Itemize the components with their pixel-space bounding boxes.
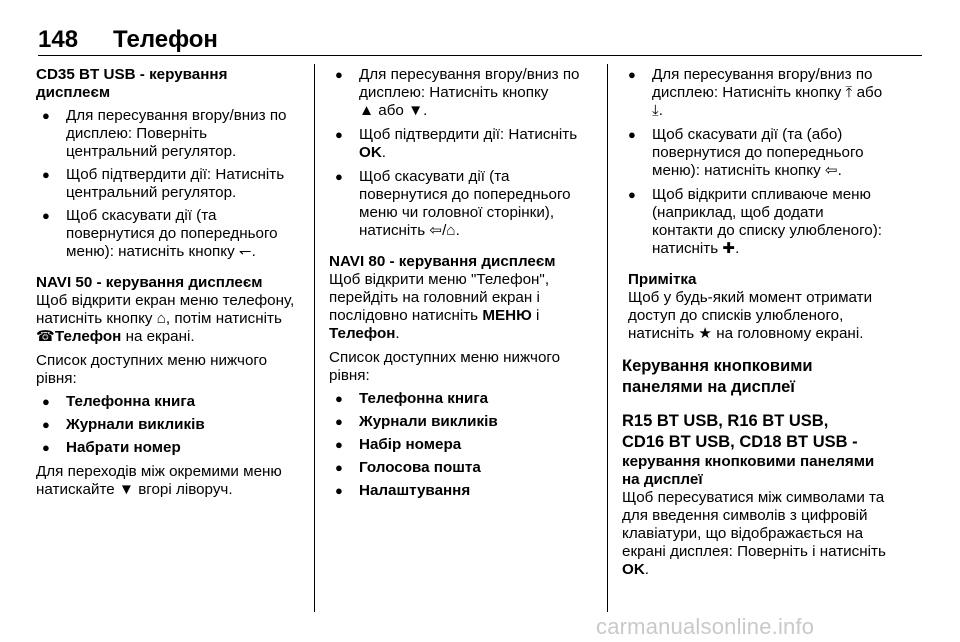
home-icon: ⌂ [156,310,166,327]
back-icon: ↽ [238,243,252,260]
heading-r15-sub: керування кнопковими панелями на дисплеї [622,453,875,488]
down-triangle-icon: ▼ [408,102,424,119]
column-3 [622,66,888,579]
list-item: ● Щоб скасувати дії (та (або) повернутися до попереднього меню): натисніть кнопку ⇦. [622,126,888,180]
list-item: ● Голосова пошта [329,459,599,477]
note-text: Щоб у будь-який момент отримати доступ до списків улюбленого, натисніть ★ на головному екрані. [628,289,873,342]
navi50-menu-list [36,393,302,457]
watermark: carmanualsonline.info [596,614,815,639]
list-item: ● Щоб підтвердити дії: Натисніть OK. [329,126,599,162]
list-item: ● Для пересування вгору/вниз по дисплею: Натисніть кнопку ▲ або ▼. [329,66,599,120]
navi50-paragraph-1: Щоб відкрити екран меню телефону, натисніть кнопку ⌂, потім натисніть ☎Телефон на екрані. [36,292,295,345]
heading-navi50: NAVI 50 - керування дисплеєм [36,274,263,291]
navi80-paragraph-2: Список доступних меню нижчого рівня: [329,349,561,384]
note-box [622,271,888,343]
up-triangle-icon: ▲ [359,102,375,119]
list-item: ● Телефонна книга [329,390,599,408]
col3-list [622,66,888,258]
back-arrow-icon: ⇦ [429,222,443,239]
heading-navi80: NAVI 80 - керування дисплеєм [329,253,556,270]
page-number: 148 [38,26,79,53]
heading-r15: R15 BT USB, R16 BT USB, CD16 BT USB, CD18 BT USB - [622,412,858,451]
list-item: ● Щоб скасувати дії (та повернутися до попереднього меню чи головної сторінки), натисніть ⇦/⌂. [329,168,599,240]
col2-list [329,66,599,240]
list-item: ● Набрати номер [36,439,302,457]
header-divider [38,55,922,56]
column-2 [329,66,599,500]
navi80-menu-list [329,390,599,500]
list-item: ● Щоб скасувати дії (та повернутися до попереднього меню): натисніть кнопку ↽. [36,207,302,261]
list-item: ● Щоб підтвердити дії: Натисніть центральний регулятор. [36,166,302,202]
cd35-list [36,107,302,261]
list-item: ● Телефонна книга [36,393,302,411]
navi50-paragraph-2: Список доступних меню нижчого рівня: [36,352,268,387]
column-divider-2 [607,64,608,612]
heading-buttons: Керування кнопковими панелями на дисплеї [622,357,813,396]
navi50-paragraph-3: Для переходів між окремими меню натискайте ▼ вгорі ліворуч. [36,463,282,498]
list-item: ● Набір номера [329,436,599,454]
down-triangle-icon: ▼ [118,481,134,498]
page-header [38,22,922,56]
column-divider-1 [314,64,315,612]
back-arrow-icon: ⇦ [824,162,838,179]
star-icon: ★ [698,325,713,342]
list-item: ● Налаштування [329,482,599,500]
plus-icon: ✚ [722,240,736,257]
note-title: Примітка [628,271,697,288]
r15-paragraph: Щоб пересуватися між символами та для введення символів з цифровій клавіатури, що відображається на екрані дисплея: Поверніть і натисніть OK. [622,489,886,578]
scroll-down-icon: ⤓ [652,102,659,119]
list-item: ● Журнали викликів [329,413,599,431]
scroll-up-icon: ⤒ [845,84,853,101]
list-item: ● Журнали викликів [36,416,302,434]
list-item: ● Для пересування вгору/вниз по дисплею: Поверніть центральний регулятор. [36,107,302,161]
phone-icon: ☎ [36,328,55,345]
column-1 [36,66,302,499]
list-item: ● Для пересування вгору/вниз по дисплею: Натисніть кнопку ⤒ або ⤓. [622,66,888,120]
list-item: ● Щоб відкрити спливаюче меню (наприклад, щоб додати контакти до списку улюбленого): натисніть ✚. [622,186,888,258]
home-icon: ⌂ [446,222,456,239]
navi80-paragraph-1: Щоб відкрити меню "Телефон", перейдіть на головний екран і послідовно натисніть МЕНЮ і Телефон. [329,271,550,342]
heading-cd35: CD35 BT USB - керування дисплеєм [36,66,228,101]
section-title: Телефон [113,26,218,53]
